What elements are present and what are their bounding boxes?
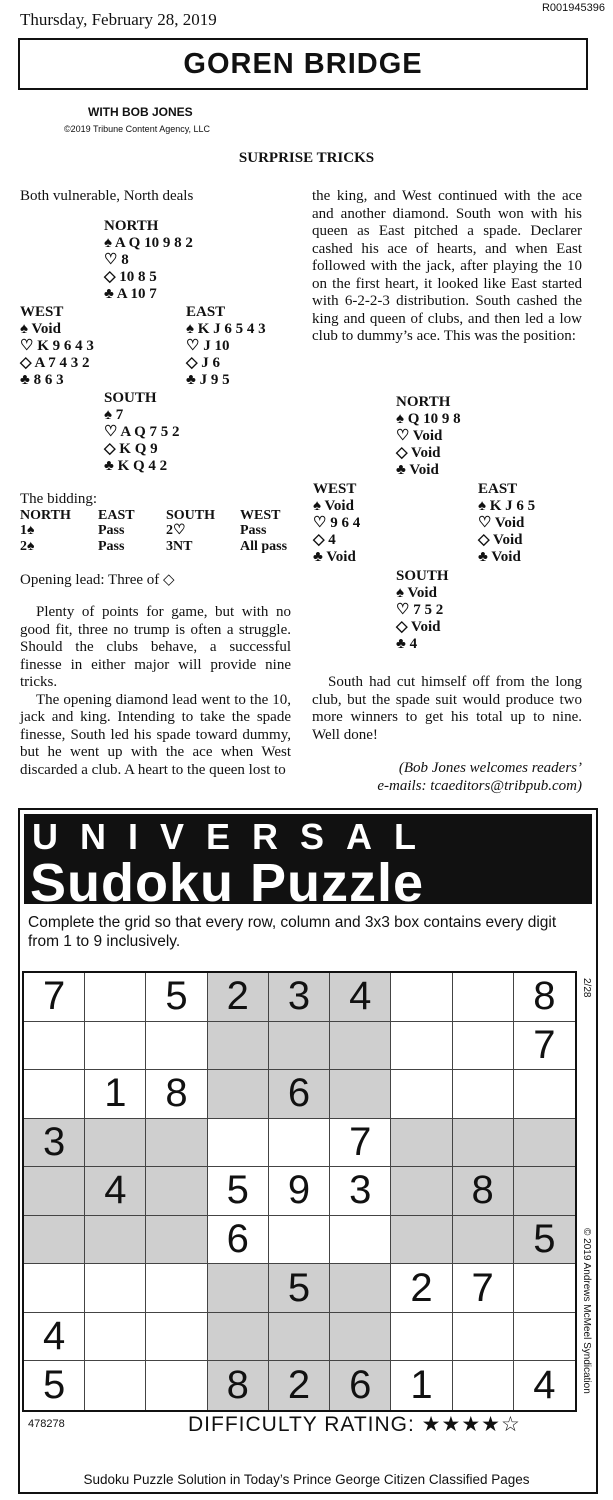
sudoku-cell[interactable]	[453, 973, 514, 1022]
sudoku-cell[interactable]	[85, 1361, 146, 1410]
bid-header: WEST	[240, 507, 281, 523]
bid-cell: 3NT	[166, 538, 193, 554]
sudoku-cell[interactable]	[269, 1216, 330, 1265]
sudoku-cell[interactable]	[514, 1313, 575, 1362]
sudoku-cell[interactable]: 5	[269, 1264, 330, 1313]
title-box	[18, 38, 588, 90]
sudoku-grid	[22, 971, 577, 1412]
west-clubs: ♣ 8 6 3	[20, 372, 64, 388]
sudoku-cell[interactable]: 3	[330, 1167, 391, 1216]
bid-header: SOUTH	[166, 507, 216, 523]
position-east-hearts: ♡ Void	[478, 515, 525, 531]
north-clubs: ♣ A 10 7	[104, 286, 157, 302]
sudoku-cell[interactable]: 1	[391, 1361, 452, 1410]
south-spades: ♠ 7	[104, 407, 124, 423]
sudoku-cell[interactable]	[453, 1070, 514, 1119]
opening-lead: Opening lead: Three of ◇	[20, 572, 175, 588]
position-north-label: NORTH	[396, 394, 451, 410]
east-diamonds: ◇ J 6	[186, 355, 221, 371]
sudoku-cell[interactable]	[85, 1119, 146, 1168]
article-headline: SURPRISE TRICKS	[238, 150, 375, 166]
position-east-spades: ♠ K J 6 5	[478, 498, 536, 514]
deal-info: Both vulnerable, North deals	[20, 188, 194, 204]
byline: WITH BOB JONES	[88, 105, 193, 119]
north-label: NORTH	[104, 218, 159, 234]
bidding-label: The bidding:	[20, 491, 98, 507]
sudoku-cell[interactable]	[146, 1022, 207, 1071]
sudoku-cell[interactable]	[85, 1313, 146, 1362]
sudoku-cell[interactable]	[391, 1167, 452, 1216]
sudoku-cell[interactable]: 2	[269, 1361, 330, 1410]
sudoku-cell[interactable]	[330, 1070, 391, 1119]
position-north	[396, 394, 461, 479]
north-diamonds: ◇ 10 8 5	[104, 269, 157, 285]
sudoku-cell[interactable]	[269, 1022, 330, 1071]
west-hand	[20, 304, 94, 389]
body-left	[20, 604, 291, 779]
sudoku-cell[interactable]	[391, 1070, 452, 1119]
north-hearts: ♡ 8	[104, 252, 129, 268]
sudoku-cell[interactable]	[85, 1216, 146, 1265]
position-west-spades: ♠ Void	[313, 498, 354, 514]
position-east-label: EAST	[478, 481, 518, 497]
position-south-spades: ♠ Void	[396, 585, 437, 601]
south-diamonds: ◇ K Q 9	[104, 441, 158, 457]
sudoku-cell[interactable]	[514, 1264, 575, 1313]
body-right-end	[312, 674, 582, 744]
sudoku-cell[interactable]: 7	[453, 1264, 514, 1313]
paragraph: The opening diamond lead went to the 10, jack and king. Intending to take the spade finesse, South led his spade toward dummy, but he went up with the ace when West discarded a club. A heart to the queen lost to	[20, 691, 291, 778]
position-north-hearts: ♡ Void	[396, 428, 443, 444]
closing-note	[312, 760, 582, 795]
paragraph: Plenty of points for game, but with no good fit, three no trump is often a struggle. Should the clubs behave, a successful finesse in either major will provide nine tricks.	[20, 604, 291, 690]
sudoku-cell[interactable]: 4	[24, 1313, 85, 1362]
puzzle-id: 478278	[28, 1418, 65, 1430]
position-west-label: WEST	[313, 481, 357, 497]
position-east	[478, 481, 535, 566]
sudoku-cell[interactable]	[514, 1070, 575, 1119]
position-south-diamonds: ◇ Void	[396, 619, 441, 635]
sudoku-cell[interactable]	[453, 1119, 514, 1168]
south-label: SOUTH	[104, 390, 157, 406]
paragraph: South had cut himself off from the long club, but the spade suit would produce two more winners to get his total up to nine. Well done!	[312, 674, 582, 743]
sudoku-cell[interactable]: 4	[533, 1363, 556, 1408]
sudoku-cell[interactable]	[269, 1119, 330, 1168]
bidding-table	[20, 508, 308, 555]
position-south	[396, 568, 449, 653]
sudoku-cell[interactable]	[330, 1264, 391, 1313]
south-clubs: ♣ K Q 4 2	[104, 458, 168, 474]
east-spades: ♠ K J 6 5 4 3	[186, 321, 266, 337]
closing-line: e-mails: tcaeditors@tribpub.com)	[377, 777, 582, 794]
sudoku-cell[interactable]: 4	[330, 973, 391, 1022]
south-hand	[104, 390, 180, 475]
sudoku-cell[interactable]	[85, 973, 146, 1022]
bid-cell: Pass	[240, 523, 267, 538]
solution-note: Sudoku Puzzle Solution in Today’s Prince George Citizen Classified Pages	[83, 1472, 530, 1487]
banner-universal: UNIVERSAL	[32, 816, 439, 857]
position-south-clubs: ♣ 4	[396, 636, 418, 652]
sudoku-cell[interactable]	[391, 1022, 452, 1071]
sudoku-cell[interactable]: 5	[208, 1167, 269, 1216]
sudoku-cell[interactable]	[146, 1167, 207, 1216]
sudoku-cell[interactable]: 7	[24, 973, 85, 1022]
sudoku-cell[interactable]	[514, 1119, 575, 1168]
sudoku-cell[interactable]	[24, 1167, 85, 1216]
south-hearts: ♡ A Q 7 5 2	[104, 424, 180, 440]
sudoku-cell[interactable]: 8	[453, 1167, 514, 1216]
sudoku-cell[interactable]	[391, 1313, 452, 1362]
north-hand	[104, 218, 193, 303]
position-north-diamonds: ◇ Void	[396, 445, 441, 461]
sudoku-cell[interactable]: 6	[269, 1070, 330, 1119]
sudoku-cell[interactable]: 8	[208, 1361, 269, 1410]
sudoku-cell[interactable]	[514, 1167, 575, 1216]
sudoku-cell[interactable]	[146, 1264, 207, 1313]
east-hearts: ♡ J 10	[186, 338, 230, 354]
bid-cell: Pass	[98, 523, 125, 538]
sudoku-cell[interactable]: 6	[330, 1361, 391, 1410]
difficulty-rating: DIFFICULTY RATING: ★★★★☆	[188, 1413, 521, 1436]
sudoku-cell[interactable]	[208, 1264, 269, 1313]
west-diamonds: ◇ A 7 4 3 2	[20, 355, 90, 371]
sudoku-cell[interactable]: 3	[24, 1119, 85, 1168]
sudoku-cell[interactable]	[24, 1070, 85, 1119]
sudoku-cell[interactable]: 3	[269, 973, 330, 1022]
position-west-clubs: ♣ Void	[313, 549, 356, 565]
position-east-clubs: ♣ Void	[478, 549, 521, 565]
paragraph: the king, and West continued with the ace and another diamond. South won with his queen as East pitched a spade. Declarer cashed his ace of hearts, and when East followed with the jack, after playing the 10 on the first heart, it looked like East started with 6-2-2-3 distribution. South cashed the king and queen of clubs, and then led a low club to dummy’s ace. This was the position:	[312, 188, 582, 344]
side-copyright: © 2019 Andrews McMeel Syndication	[581, 1228, 592, 1394]
body-right	[312, 188, 582, 346]
sudoku-cell[interactable]: 9	[269, 1167, 330, 1216]
west-label: WEST	[20, 304, 64, 320]
column-title: GOREN BRIDGE	[183, 47, 423, 80]
sudoku-cell[interactable]	[453, 1022, 514, 1071]
sudoku-cell[interactable]	[146, 1361, 207, 1410]
sudoku-cell[interactable]	[391, 1119, 452, 1168]
sudoku-cell[interactable]	[208, 1022, 269, 1071]
position-south-label: SOUTH	[396, 568, 449, 584]
sudoku-cell[interactable]	[24, 1264, 85, 1313]
closing-line: (Bob Jones welcomes readers’	[398, 760, 582, 776]
bid-header: NORTH	[20, 507, 71, 523]
sudoku-cell[interactable]: 7	[330, 1119, 391, 1168]
north-spades: ♠ A Q 10 9 8 2	[104, 235, 193, 251]
sudoku-cell[interactable]	[208, 1313, 269, 1362]
sudoku-cell[interactable]	[146, 1119, 207, 1168]
east-label: EAST	[186, 304, 226, 320]
sudoku-cell[interactable]: 4	[85, 1167, 146, 1216]
east-hand	[186, 304, 266, 389]
position-north-clubs: ♣ Void	[396, 462, 439, 478]
position-west-diamonds: ◇ 4	[313, 532, 336, 548]
banner-title: Sudoku Puzzle	[30, 853, 425, 913]
sudoku-cell[interactable]	[146, 1216, 207, 1265]
sudoku-cell[interactable]: 5	[24, 1361, 85, 1410]
bid-cell: 2♠	[20, 538, 35, 554]
sudoku-cell[interactable]	[391, 973, 452, 1022]
sudoku-cell[interactable]	[453, 1313, 514, 1362]
bid-cell: 1♠	[20, 523, 35, 538]
sudoku-cell[interactable]	[391, 1216, 452, 1265]
position-west	[313, 481, 360, 566]
sudoku-cell[interactable]	[24, 1216, 85, 1265]
sudoku-cell[interactable]: 1	[85, 1070, 146, 1119]
sudoku-cell[interactable]: 6	[208, 1216, 269, 1265]
sudoku-instructions: Complete the grid so that every row, column and 3x3 box contains every digit from 1 to 9 inclusively.	[28, 914, 557, 950]
sudoku-cell[interactable]	[453, 1216, 514, 1265]
sudoku-cell[interactable]	[330, 1313, 391, 1362]
sudoku-cell[interactable]	[330, 1022, 391, 1071]
reference-number: R001945396	[541, 2, 605, 14]
sudoku-cell[interactable]: 7	[514, 1022, 575, 1071]
sudoku-cell[interactable]	[208, 1070, 269, 1119]
east-clubs: ♣ J 9 5	[186, 372, 230, 388]
bid-header: EAST	[98, 507, 135, 523]
sudoku-cell[interactable]	[85, 1022, 146, 1071]
sudoku-cell[interactable]: 5	[514, 1216, 575, 1265]
sudoku-cell[interactable]: 2	[208, 973, 269, 1022]
position-south-hearts: ♡ 7 5 2	[396, 602, 444, 618]
bid-cell: 2♡	[166, 523, 186, 538]
copyright: ©2019 Tribune Content Agency, LLC	[64, 124, 211, 134]
position-east-diamonds: ◇ Void	[478, 532, 523, 548]
sudoku-cell[interactable]: 5	[146, 973, 207, 1022]
west-spades: ♠ Void	[20, 321, 61, 337]
publication-date: Thursday, February 28, 2019	[20, 10, 217, 29]
bid-cell: All pass	[240, 538, 288, 554]
position-north-spades: ♠ Q 10 9 8	[396, 411, 461, 427]
side-date: 2/28	[581, 978, 592, 998]
sudoku-cell[interactable]: 2	[391, 1264, 452, 1313]
sudoku-cell[interactable]	[85, 1264, 146, 1313]
sudoku-cell[interactable]	[453, 1361, 514, 1410]
sudoku-cell[interactable]	[208, 1119, 269, 1168]
bid-cell: Pass	[98, 538, 125, 554]
sudoku-cell[interactable]	[269, 1313, 330, 1362]
sudoku-cell[interactable]	[146, 1313, 207, 1362]
sudoku-cell[interactable]: 8	[146, 1070, 207, 1119]
sudoku-cell[interactable]	[24, 1022, 85, 1071]
sudoku-cell[interactable]	[330, 1216, 391, 1265]
bidding-section	[20, 492, 308, 554]
sudoku-cell[interactable]: 8	[514, 973, 575, 1022]
west-hearts: ♡ K 9 6 4 3	[20, 338, 94, 354]
position-west-hearts: ♡ 9 6 4	[313, 515, 361, 531]
